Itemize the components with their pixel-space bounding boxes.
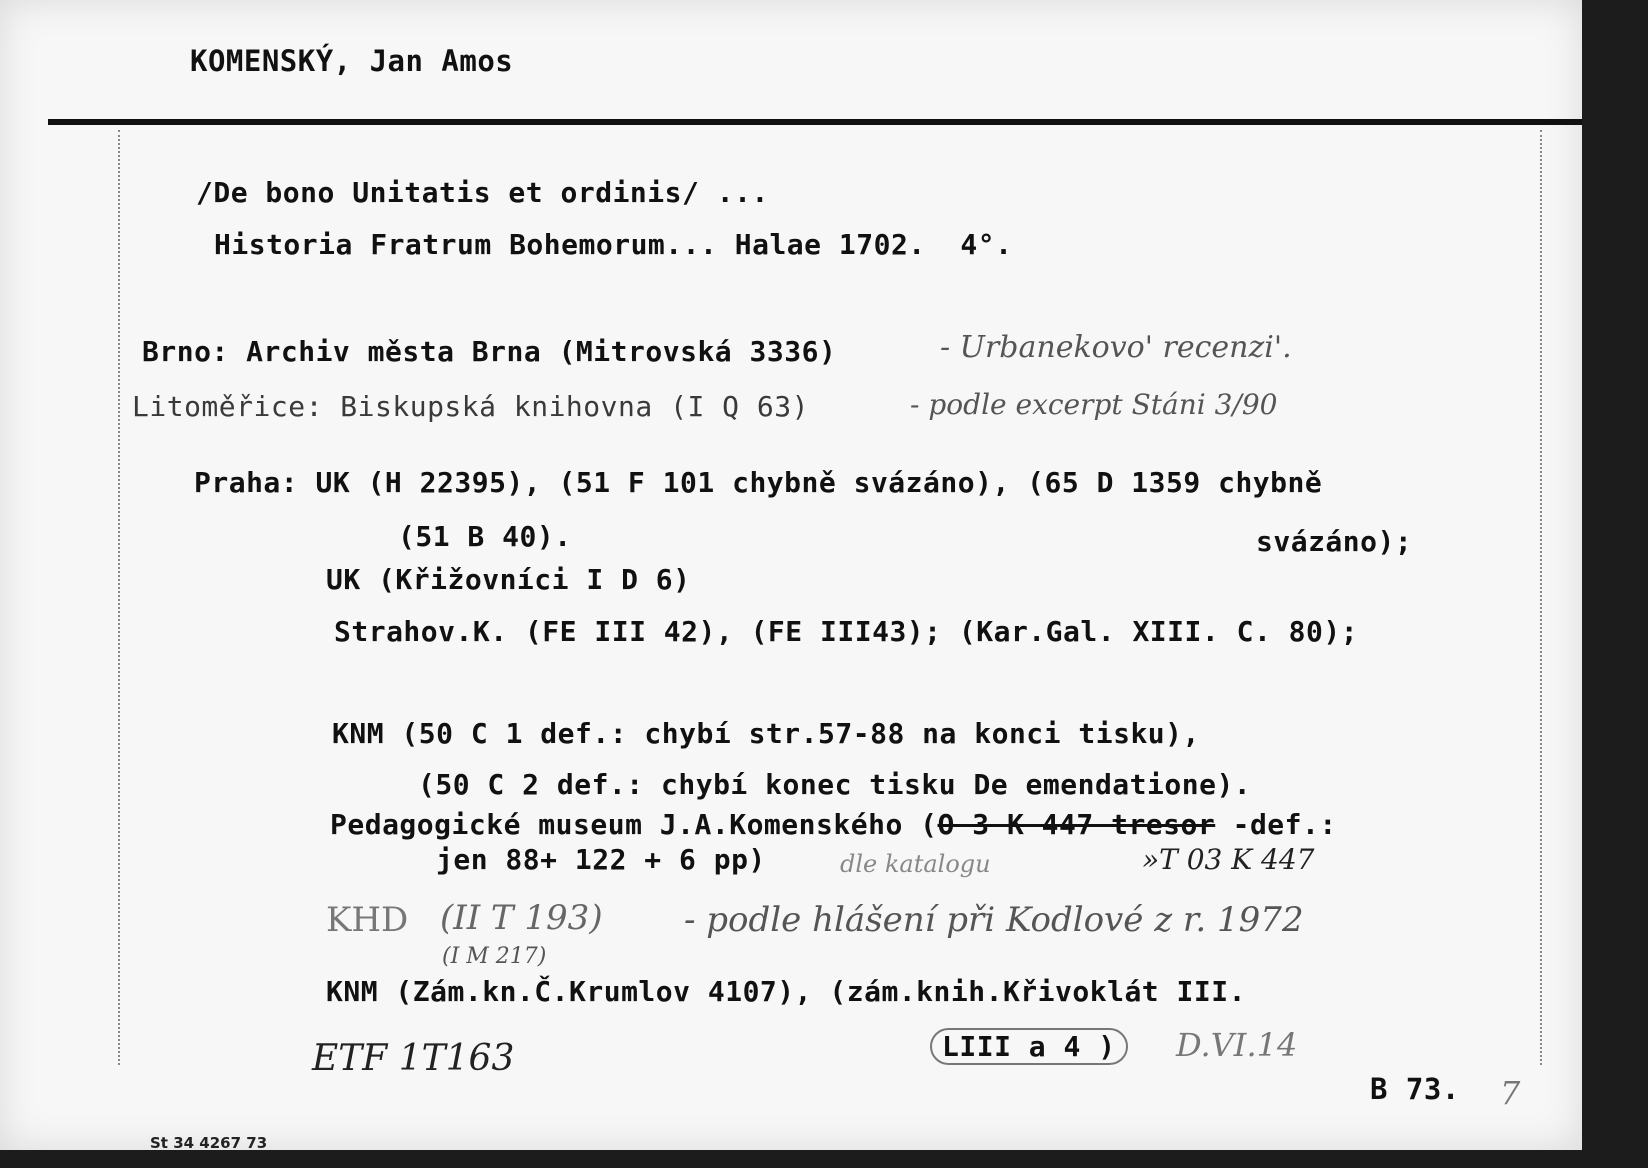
right-margin-line [1540,130,1542,1065]
holding-praha-cont: (51 B 40). [398,520,572,553]
holding-knm-zamecke-cont [930,1030,1128,1063]
print-stamp: St 34 4267 73 [150,1134,268,1152]
holding-brno: Brno: Archiv města Brna (Mitrovská 3336) [142,335,837,368]
left-margin-line [118,130,120,1065]
handwritten-note-brno: - Urbanekovo' recenzi'. [940,330,1292,365]
holding-ped-pages: jen 88+ 122 + 6 pp) [436,843,766,876]
title-line-1: /De bono Unitatis et ordinis/ ... [196,176,769,209]
handwritten-mark: 7 [1500,1074,1521,1112]
shelf-number: B 73. [1370,1072,1460,1106]
circled-signature: LIII a 4 ) [930,1028,1128,1065]
holding-praha: Praha: UK (H 22395), (51 F 101 chybně svázáno), (65 D 1359 chybně [194,466,1323,499]
handwritten-khd-signature-2: (I M 217) [442,944,547,969]
holding-praha-svazano: svázáno); [1256,525,1413,558]
handwritten-note-khd: - podle hlášení při Kodlové z r. 1972 [684,900,1304,940]
author-heading: KOMENSKÝ, Jan Amos [190,44,514,78]
handwritten-khd: KHD [326,900,409,940]
holding-knm-zamecke: KNM (Zám.kn.Č.Krumlov 4107), (zám.knih.Křivoklát III. [326,975,1246,1008]
ped-text: Pedagogické museum J.A.Komenského ( [330,808,938,841]
ped-struck-signature: O 3 K 447 tresor [937,808,1216,841]
holding-uk-krizovnici: UK (Křižovníci I D 6) [326,563,691,596]
handwritten-new-signature: »T 03 K 447 [1142,843,1315,876]
header-rule [48,119,1582,125]
holding-knm-2: (50 C 2 def.: chybí konec tisku De emendatione). [418,768,1252,801]
holding-strahov: Strahov.K. (FE III 42), (FE III43); (Kar.Gal. XIII. C. 80); [334,615,1359,648]
handwritten-khd-signature: (II T 193) [440,898,603,938]
holding-knm-1: KNM (50 C 1 def.: chybí str.57-88 na konci tisku), [332,717,1200,750]
handwritten-note-katalog: dle katalogu [840,850,991,878]
holding-pedagogicke-museum [330,808,1337,841]
ped-def: -def.: [1215,808,1337,841]
handwritten-date: D.VI.14 [1176,1026,1298,1064]
handwritten-note-litomerice: - podle excerpt Stáni 3/90 [910,388,1278,421]
title-line-2: Historia Fratrum Bohemorum... Halae 1702. 4°. [214,228,1013,261]
handwritten-etf: ETF 1T163 [312,1038,515,1079]
holding-litomerice: Litoměřice: Biskupská knihovna (I Q 63) [132,390,809,423]
